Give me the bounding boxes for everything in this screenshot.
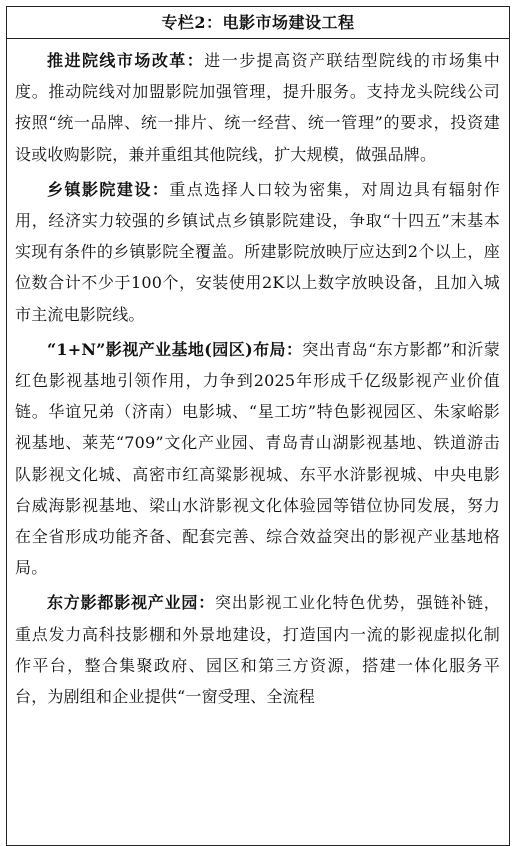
section-township-cinema	[15, 174, 500, 330]
section-oriental-movie-metropolis	[15, 587, 500, 712]
section-text: 重点选择人口较为密集，对周边具有辐射作用，经济实力较强的乡镇试点乡镇影院建设，争取“十四五”末基本实现有条件的乡镇影院全覆盖。所建影院放映厅应达到2个以上，座位数合计不少于100个，安装使用2K以上数字放映设备，且加入城市主流电影院线。	[15, 179, 500, 324]
section-heading: 东方影都影视产业园：	[47, 593, 215, 613]
column-body	[7, 39, 509, 712]
section-text: 进一步提高资产联结型院线的市场集中度。推动院线对加盟影院加强管理，提升服务。支持龙头院线公司按照“统一品牌、统一排片、统一经营、统一管理”的要求，投资建设或收购影院，兼并重组其他院线，扩大规模，做强品牌。	[15, 51, 500, 164]
section-text: 突出青岛“东方影都”和沂蒙红色影视基地引领作用，力争到2025年形成千亿级影视产业价值链。华谊兄弟（济南）电影城、“星工坊”特色影视园区、朱家峪影视基地、莱芜“709”文化产业园、青岛青山湖影视基地、铁道游击队影视文化城、高密市红高粱影视城、东平水浒影视城、中央电影台威海影视基地、梁山水浒影视文化体验园等错位协同发展，努力在全省形成功能齐备、配套完善、综合效益突出的影视产业基地格局。	[15, 339, 500, 578]
column-title: 专栏2：电影市场建设工程	[7, 7, 509, 39]
section-cinema-chain-reform	[15, 45, 500, 170]
section-film-industry-base	[15, 334, 500, 584]
section-heading: 推进院线市场改革：	[47, 51, 205, 70]
section-text: 突出影视工业化特色优势，强链补链，重点发力高科技影棚和外景地建设，打造国内一流的影视虚拟化制作平台，整合集聚政府、园区和第三方资源，搭建一体化服务平台，为剧组和企业提供“一窗受理、全流程	[15, 593, 500, 707]
column-box	[6, 6, 510, 846]
section-heading: 乡镇影院建设：	[47, 179, 170, 199]
section-heading: “1+N”影视产业基地(园区)布局：	[47, 339, 303, 359]
